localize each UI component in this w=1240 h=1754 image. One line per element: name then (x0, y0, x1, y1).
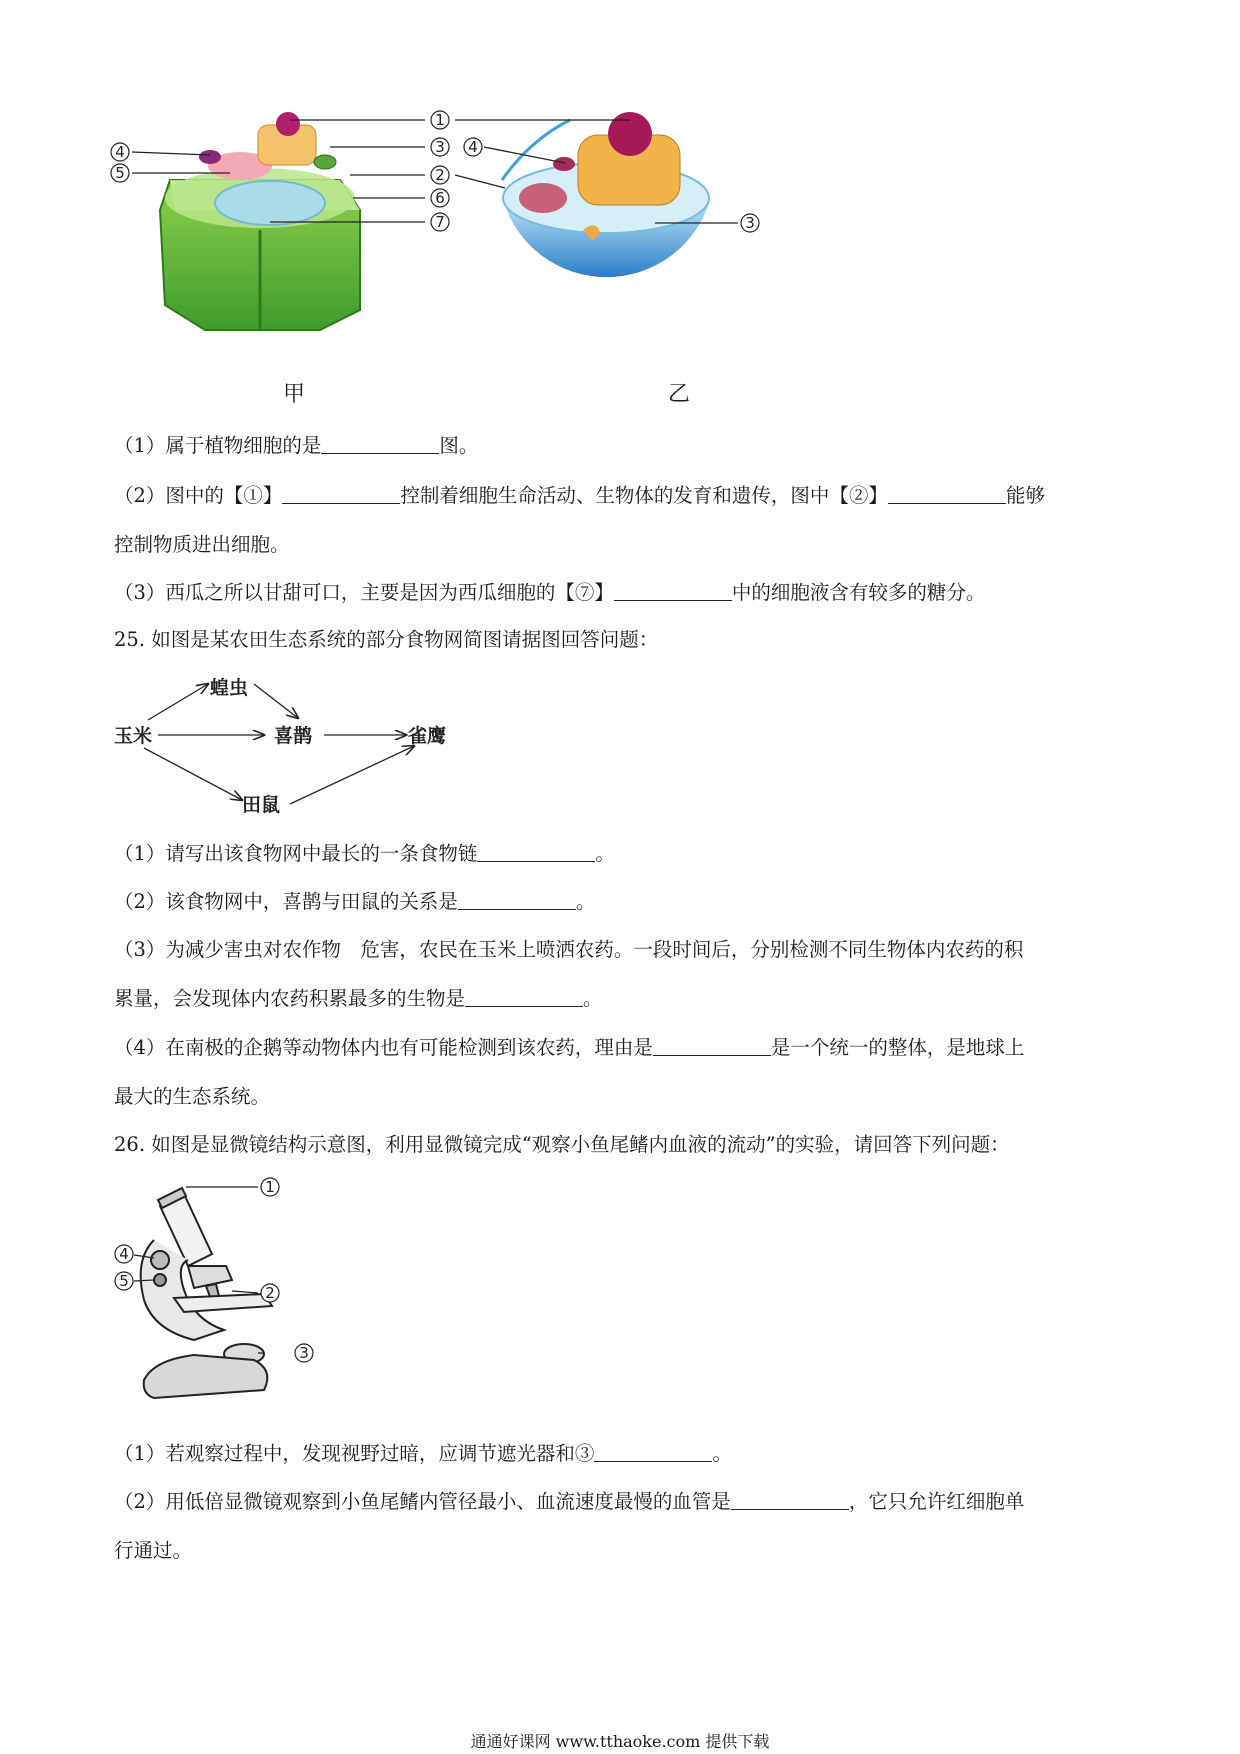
q24-part1: （1）属于植物细胞的是 图。 (114, 434, 479, 457)
svg-text:2: 2 (435, 166, 445, 184)
svg-text:6: 6 (435, 189, 445, 207)
q26-part2: （2）用低倍显微镜观察到小鱼尾鳍内管径最小、血流速度最慢的血管是 ，它只允许红细胞单 (114, 1490, 1025, 1513)
svg-text:4: 4 (119, 1245, 129, 1263)
svg-text:7: 7 (435, 213, 445, 231)
answer-blank[interactable] (321, 434, 439, 454)
q25-part3: （3）为减少害虫对农作物 危害，农民在玉米上喷洒农药。一段时间后，分别检测不同生物体内农药的积 (114, 938, 1024, 961)
food-web-diagram (114, 668, 454, 818)
web-node-corn: 玉米 (114, 725, 153, 747)
q25-stem: 25. 如图是某农田生态系统的部分食物网简图请据图回答问题： (114, 628, 659, 651)
q24-part2: （2）图中的【①】 控制着细胞生命活动、生物体的发育和遗传，图中【②】 能够 (114, 484, 1045, 507)
q26-part2-cont: 行通过。 (114, 1539, 193, 1562)
svg-text:4: 4 (115, 143, 125, 161)
answer-blank[interactable] (594, 1442, 712, 1462)
answer-blank[interactable] (731, 1490, 849, 1510)
svg-text:5: 5 (115, 164, 125, 182)
svg-text:3: 3 (745, 214, 755, 232)
svg-text:1: 1 (265, 1178, 275, 1196)
answer-blank[interactable] (458, 890, 576, 910)
plant-cell-illustration (160, 112, 360, 330)
q25-part4: （4）在南极的企鹅等动物体内也有可能检测到该农药，理由是 是一个统一的整体，是地球上 (114, 1036, 1025, 1059)
animal-cell-illustration (502, 112, 710, 277)
page-footer: 通通好课网 www.tthaoke.com 提供下载 (470, 1732, 770, 1751)
figure-caption-jia: 甲 (283, 382, 306, 407)
q24-part3: （3）西瓜之所以甘甜可口，主要是因为西瓜细胞的【⑦】 中的细胞液含有较多的糖分。 (114, 581, 986, 604)
svg-text:5: 5 (119, 1272, 129, 1290)
svg-text:1: 1 (435, 111, 445, 129)
cell-diagram (110, 110, 850, 370)
answer-blank[interactable] (465, 987, 583, 1007)
web-node-magpie: 喜鹊 (274, 725, 313, 747)
answer-blank[interactable] (888, 484, 1006, 504)
web-node-hawk: 雀鹰 (408, 725, 447, 747)
microscope-diagram (114, 1170, 334, 1420)
svg-text:2: 2 (265, 1284, 275, 1302)
answer-blank[interactable] (477, 842, 595, 862)
q25-part1: （1）请写出该食物网中最长的一条食物链 。 (114, 842, 615, 865)
figure-caption-yi: 乙 (668, 382, 691, 407)
answer-blank[interactable] (282, 484, 400, 504)
svg-text:4: 4 (468, 138, 478, 156)
web-node-locust: 蝗虫 (210, 677, 249, 699)
q25-part3-cont: 累量，会发现体内农药积累最多的生物是 。 (114, 987, 603, 1010)
q26-stem: 26. 如图是显微镜结构示意图，利用显微镜完成“观察小鱼尾鳍内血液的流动”的实验，请回答下列问题： (114, 1133, 1010, 1156)
web-node-mouse: 田鼠 (242, 794, 281, 816)
q24-part2-cont: 控制物质进出细胞。 (114, 533, 290, 556)
q25-part4-cont: 最大的生态系统。 (114, 1085, 271, 1108)
q25-part2: （2）该食物网中，喜鹊与田鼠的关系是 。 (114, 890, 596, 913)
answer-blank[interactable] (653, 1036, 771, 1056)
svg-text:3: 3 (435, 138, 445, 156)
svg-text:3: 3 (299, 1344, 309, 1362)
q26-part1: （1）若观察过程中，发现视野过暗，应调节遮光器和③ 。 (114, 1442, 732, 1465)
answer-blank[interactable] (614, 581, 732, 601)
